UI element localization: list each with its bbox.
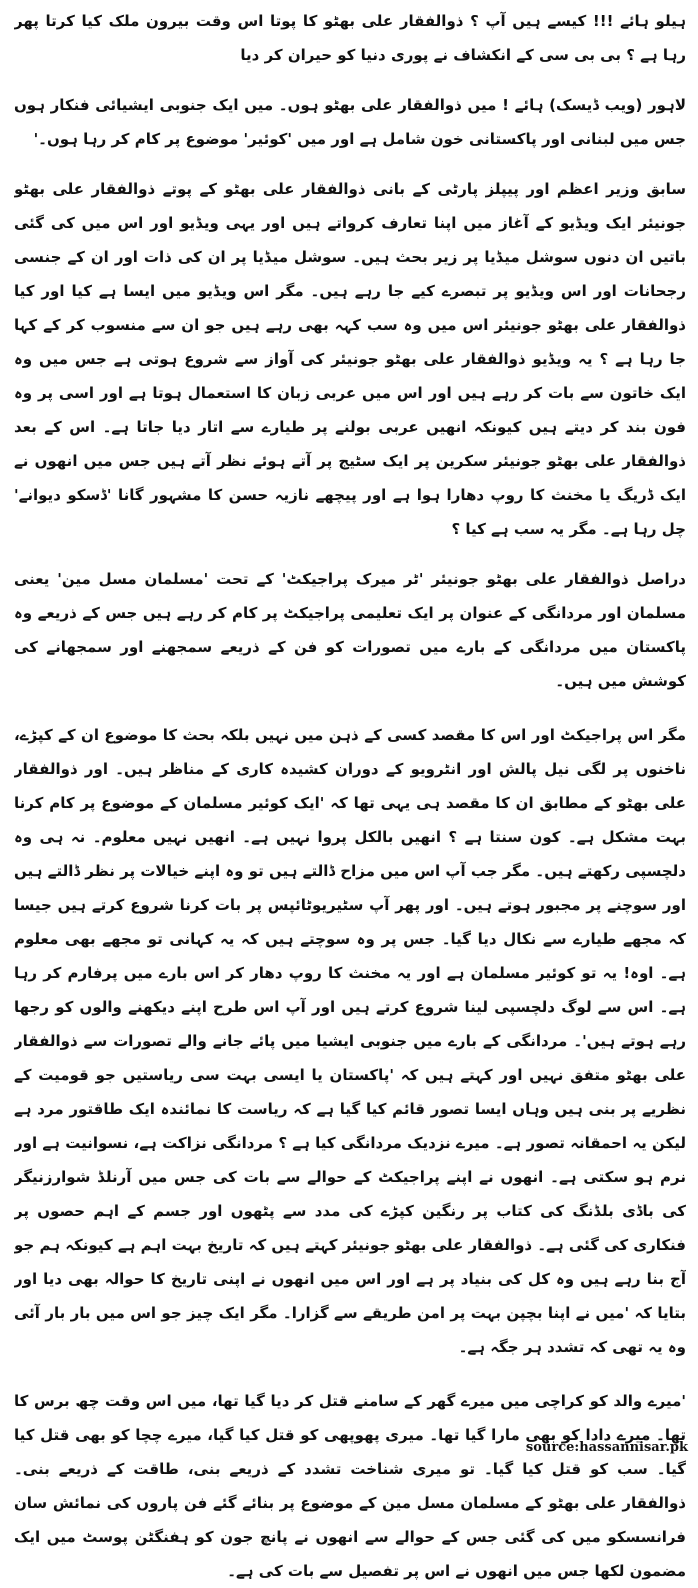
source-credit: source:hassannisar.pk	[525, 1440, 688, 1455]
article-paragraph-2: سابق وزیر اعظم اور پیپلز پارٹی کے بانی ذوالفقار علی بھٹو کے پوتے ذوالفقار علی بھٹو جونیئر ایک ویڈیو کے آغاز میں اپنا تعارف کرواتے ہیں اور یہی ویڈیو اور اس میں کی گئی باتیں ان دنوں سوشل میڈیا پر زیر بحث ہیں۔ سوشل میڈیا پر ان کی ذات اور ان کے جنسی رجحانات اور اس ویڈیو پر تبصرے کیے جا رہے ہیں۔ مگر اس ویڈیو میں ایسا ہے کیا اور کیا ذوالفقار علی بھٹو جونیئر اس میں وہ سب کہہ بھی رہے ہیں جو ان سے منسوب کر کے کہا جا رہا ہے ؟ یہ ویڈیو ذوالفقار علی بھٹو جونیئر کی آواز سے شروع ہوتی ہے جس میں وہ ایک خاتون سے بات کر رہے ہیں اور اس میں عربی زبان کا استعمال ہوتا ہے اور اسی پر وہ فون بند کر دیتے ہیں کیونکہ انھیں عربی بولنے پر طیارے سے اتار دیا جاتا ہے۔ اس کے بعد ذوالفقار علی بھٹو جونیئر سکرین پر ایک سٹیج پر آتے ہوئے نظر آتے ہیں جس میں انھوں نے ایک ڈریگ یا مخنث کا روپ دھارا ہوا ہے اور پیچھے نازیہ حسن کا مشہور گانا 'ڈسکو دیوانے' چل رہا ہے۔ مگر یہ سب ہے کیا ؟	[14, 180, 686, 538]
article-paragraph-3: دراصل ذوالفقار علی بھٹو جونیئر 'ٹر میرک پراجیکٹ' کے تحت 'مسلمان مسل مین' یعنی مسلمان اور مردانگی کے عنوان پر ایک تعلیمی پراجیکٹ پر کام کر رہے ہیں جس کے ذریعے وہ پاکستان میں مردانگی کے بارے میں تصورات کو فن کے ذریعے سمجھنے اور سمجھانے کی کوشش میں ہیں۔	[14, 570, 686, 690]
article-paragraph-5: 'میرے والد کو کراچی میں میرے گھر کے سامنے قتل کر دیا گیا تھا، میں اس وقت چھ برس کا تھا۔ میرے دادا کو بھی مارا گیا تھا۔ میری پھوپھی کو قتل کیا گیا، میرے چچا کو بھی قتل کیا گیا۔ سب کو قتل کیا گیا۔ تو میری شناخت تشدد کے ذریعے بنی، طاقت کے ذریعے بنی۔ ذوالفقار علی بھٹو کے مسلمان مسل مین کے موضوع پر بنائے گئے فن پاروں کی نمائش سان فرانسسکو میں کی گئی جس کے حوالے سے انھوں نے پانچ جون کو ہفنگٹن پوسٹ میں ایک مضمون لکھا جس میں انھوں نے اس پر تفصیل سے بات کی ہے۔	[14, 1392, 686, 1580]
article-title: ہیلو ہائے !!! کیسے ہیں آپ ؟ ذوالفقار علی بھٹو کا پوتا اس وقت بیرون ملک کیا کرتا پھر رہا ہے ؟ بی بی سی کے انکشاف نے پوری دنیا کو حیران کر دیا	[14, 12, 686, 64]
article-paragraph-1: لاہور (ویب ڈیسک) ہائے ! میں ذوالفقار علی بھٹو ہوں۔ میں ایک جنوبی ایشیائی فنکار ہوں جس میں لبنانی اور پاکستانی خون شامل ہے اور میں 'کوئیر' موضوع پر کام کر رہا ہوں۔'	[14, 96, 686, 148]
article-paragraph-4: مگر اس پراجیکٹ اور اس کا مقصد کسی کے ذہن میں نہیں بلکہ بحث کا موضوع ان کے کپڑے، ناخنوں پر لگی نیل پالش اور انٹرویو کے دوران کشیدہ کاری کے مناظر ہیں۔ اور ذوالفقار علی بھٹو کے مطابق ان کا مقصد ہی یہی تھا کہ 'ایک کوئیر مسلمان کے موضوع پر کام کرنا بہت مشکل ہے۔ کون سنتا ہے ؟ انھیں بالکل پروا نہیں ہے۔ انھیں نہیں معلوم۔ نہ ہی وہ دلچسپی رکھتے ہیں۔ مگر جب آپ اس میں مزاح ڈالتے ہیں تو وہ اپنے خیالات پر نظر ڈالتے ہیں اور سوچنے پر مجبور ہوتے ہیں۔ اور پھر آپ سٹیریوٹائپس پر بات کرنا شروع کرتے ہیں جیسا کہ مجھے طیارے سے نکال دیا گیا۔ جس پر وہ سوچتے ہیں کہ یہ کہانی تو مجھے بھی معلوم ہے۔ اوہ! یہ تو کوئیر مسلمان ہے اور یہ مخنث کا روپ دھار کر اس بارے میں پرفارم کر رہا ہے۔ اس سے لوگ دلچسپی لینا شروع کرتے ہیں اور آپ اس طرح اپنے دیکھنے والوں کو رجھا رہے ہوتے ہیں'۔ مردانگی کے بارے میں جنوبی ایشیا میں پائے جانے والے تصورات سے ذوالفقار علی بھٹو متفق نہیں اور کہتے ہیں کہ 'پاکستان یا ایسی بہت سی ریاستیں جو قومیت کے نظریے پر بنی ہیں وہاں ایسا تصور قائم کیا گیا ہے کہ ریاست کا نمائندہ ایک طاقتور مرد ہے لیکن یہ احمقانہ تصور ہے۔ میرے نزدیک مردانگی کیا ہے ؟ مردانگی نزاکت ہے، نسوانیت ہے اور نرم ہو سکتی ہے۔ انھوں نے اپنے پراجیکٹ کے حوالے سے بات کی جس میں آرنلڈ شوارزنیگر کی باڈی بلڈنگ کی کتاب پر رنگین کپڑے کی مدد سے پٹھوں اور جسم کے اہم حصوں پر فنکاری کی گئی ہے۔ ذوالفقار علی بھٹو جونیئر کہتے ہیں کہ تاریخ بہت اہم ہے کیونکہ ہم جو آج بنا رہے ہیں وہ کل کی بنیاد پر ہے اور اس میں انھوں نے اپنی تاریخ کا حوالہ بھی دیا اور بتایا کہ 'میں نے اپنا بچپن بہت پر امن طریقے سے گزارا۔ مگر ایک چیز جو اس میں بار بار آئی وہ یہ تھی کہ تشدد ہر جگہ ہے۔	[14, 726, 686, 1356]
